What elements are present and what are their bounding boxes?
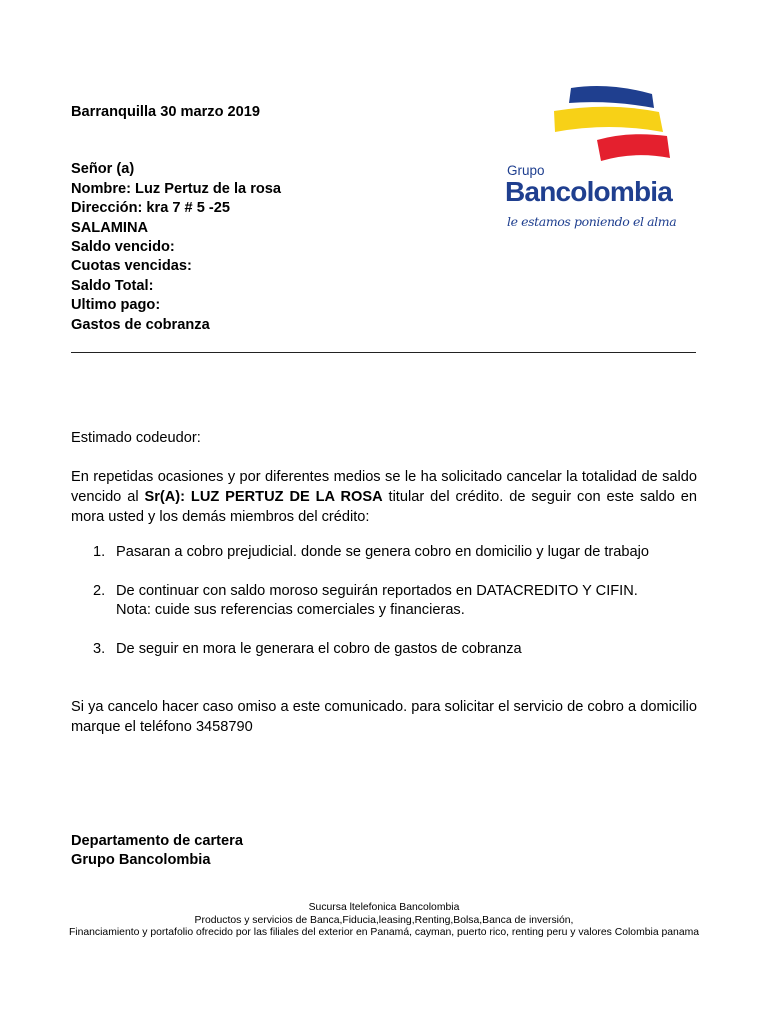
logo-yellow-stripe xyxy=(554,107,663,132)
letter-date: Barranquilla 30 marzo 2019 xyxy=(71,104,260,120)
saldo-vencido-label: Saldo vencido: xyxy=(71,239,175,256)
closing-paragraph: Si ya cancelo hacer caso omiso a este comunicado. para solicitar el servicio de cobro a domicilio marque el teléfono 3458790 xyxy=(71,699,697,735)
footer-line-2: Productos y servicios de Banca,Fiducia,leasing,Renting,Bolsa,Banca de inversión, xyxy=(194,914,574,926)
list-item-number: 1. xyxy=(93,544,106,560)
logo-blue-stripe xyxy=(569,86,654,108)
list-item-text: Pasaran a cobro prejudicial. donde se genera cobro en domicilio y lugar de trabajo xyxy=(116,544,649,560)
gastos-cobranza-label: Gastos de cobranza xyxy=(71,316,210,333)
bancolombia-flag-icon xyxy=(549,84,674,162)
recipient-header xyxy=(71,103,281,335)
greeting: Estimado codeudor: xyxy=(71,430,201,446)
logo-grupo-text: Grupo xyxy=(507,163,545,178)
list-item xyxy=(93,582,638,621)
logo-brand-text: Bancolombia xyxy=(505,176,673,207)
list-item-number: 2. xyxy=(93,583,106,599)
signature-company: Grupo Bancolombia xyxy=(71,852,211,868)
debtor-name: Sr(A): LUZ PERTUZ DE LA ROSA xyxy=(144,489,383,505)
ultimo-pago-label: Ultimo pago: xyxy=(71,297,161,314)
cuotas-vencidas-label: Cuotas vencidas: xyxy=(71,258,192,275)
saldo-total-label: Saldo Total: xyxy=(71,277,154,294)
footer-line-3: Financiamiento y portafolio ofrecido por las filiales del exterior en Panamá, cayman, puerto rico, renting peru y valores Colombia panama xyxy=(68,927,700,939)
list-item xyxy=(93,640,522,659)
logo-tagline: le estamos poniendo el alma xyxy=(507,214,677,229)
header-divider xyxy=(71,352,696,353)
bancolombia-logo xyxy=(505,84,677,234)
main-paragraph-lead: En repetidas ocasiones y por diferentes medios se le ha solicitado cancelar la totalidad de saldo vencido al xyxy=(71,469,697,505)
list-item-note: Nota: cuide sus referencias comerciales y financieras. xyxy=(116,602,465,619)
salutation: Señor (a) xyxy=(71,161,135,178)
main-paragraph xyxy=(71,467,697,527)
recipient-name: Nombre: Luz Pertuz de la rosa xyxy=(71,180,282,197)
list-item-text: De seguir en mora le generara el cobro de gastos de cobranza xyxy=(116,641,522,657)
logo-red-stripe xyxy=(597,134,670,161)
footer-line-1: Sucursa ltelefonica Bancolombia xyxy=(308,902,460,913)
main-paragraph-tail: titular del crédito. de seguir con este saldo en mora usted y los demás miembros del crédito: xyxy=(71,489,697,525)
letter-footer xyxy=(0,902,768,940)
list-item-number: 3. xyxy=(93,641,106,657)
list-item xyxy=(93,543,649,562)
list-item-text: De continuar con saldo moroso seguirán reportados en DATACREDITO Y CIFIN. xyxy=(116,583,638,599)
recipient-city: SALAMINA xyxy=(71,219,149,236)
recipient-address: Dirección: kra 7 # 5 -25 xyxy=(71,200,230,217)
signature-department: Departamento de cartera xyxy=(71,833,243,849)
